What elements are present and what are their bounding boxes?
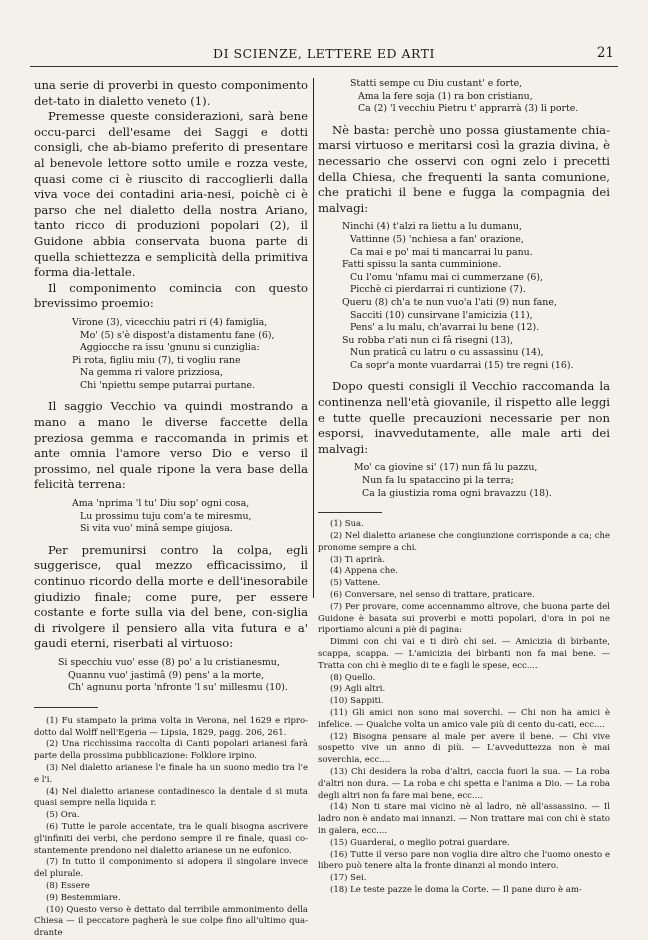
right-paragraph: Nè basta: perchè uno possa giustamente chia-marsi virtuoso e meritarsi così la grazia divina, è necessario che osservi con ogni zelo i precetti della Chiesa, che frequenti la santa comunione, che pratichi il bene e fugga la compagnia dei malvagi: (318, 122, 610, 215)
footnote: (7) In tutto il componimento si adopera il singolare invece del plurale. (34, 857, 308, 880)
footnote: (3) Ti aprirà. (330, 554, 385, 565)
verse-line: Ninchi (4) t'alzi ra liettu a lu dumanu, (342, 221, 522, 233)
footnote: (12) Bisogna pensare al male per avere il bene. — Chi vive sospetto vive un anno di più. — L'avveduttezza non è mai soverchia, ecc.... (318, 731, 610, 766)
left-paragraph: Il saggio Vecchio va quindi mostrando a mano a mano le diverse faccette della preziosa gemma e raccomanda in primis et ante omnia l'amore verso Dio e verso il prossimo, nel quale ripone la vera base della felicità terrena: (34, 399, 308, 492)
verse-line: Chi 'npiettu sempe putarrai purtane. (80, 379, 256, 391)
verse-line: Na gemma ri valore prizziosa, (80, 367, 224, 379)
footnote: (3) Nel dialetto arianese l'e finale ha un suono medio tra l'e e l'i. (34, 762, 308, 785)
right-paragraph: Dopo questi consigli il Vecchio raccomanda la continenza nell'età giovanile, il rispetto alle leggi e tutte quelle precauzioni necessarie per non esporsi, inavvedutamente, alle male arti dei malvagi: (318, 379, 610, 456)
left-paragraph: una serie di proverbi in questo componimento det-tato in dialetto veneto (1). (34, 78, 308, 108)
footnote: (4) Appena che. (330, 566, 399, 577)
footnote: (16) Tutte il verso pare non voglia dire altro che l'uomo onesto e libero può tenere alta la fronte dinanzi al mondo intero. (318, 849, 610, 872)
right-footnotes (318, 519, 610, 897)
footnote: (8) Essere (46, 880, 90, 891)
verse-line: Statti sempe cu Diu custant' e forte, (350, 78, 523, 89)
footnote: (17) Sei. (330, 873, 367, 884)
left-column (34, 78, 308, 939)
verse-line: Pens' a lu malu, ch'avarrai lu bene (12). (350, 322, 540, 334)
verse-pietru (318, 78, 610, 116)
footnote: (13) Chi desidera la roba d'altri, caccia fuori la sua. — La roba d'altri non dura. — La roba e chi spetta e l'anima a Dio. — La roba degli altri non fa fare mai bene, ecc.... (318, 766, 610, 801)
verse-line: Ca la giustizia roma ogni bravazzu (18). (362, 487, 552, 499)
verse-line: Fatti spissu la santa cumminione. (342, 259, 502, 271)
left-paragraph: Il componimento comincia con questo brevissimo proemio: (34, 280, 308, 311)
footnote: (4) Nel dialetto arianese contadinesco la dentale d si muta quasi sempre nella liquida r. (34, 786, 308, 809)
verse-morte (34, 657, 308, 695)
verse-proemio (34, 317, 308, 393)
running-header (30, 44, 618, 67)
verse-amore (34, 498, 308, 536)
verse-line: Cu l'omu 'nfamu mai ci cummerzane (6), (350, 271, 544, 283)
verse-line: Picchè ci pierdarrai ri cuntizione (7). (350, 284, 526, 296)
footnote: (2) Nel dialetto arianese che congiunzione corrisponde a ca; che pronome sempre a chi. (318, 531, 610, 553)
left-paragraph: Per premunirsi contro la colpa, egli suggerisce, qual mezzo efficacissimo, il continuo ricordo della morte e dell'inesorabile giudizio finale; come pure, per essere costante e forte sulla via del bene, con-siglia di rivolgere il pensiero alla vita futura e a' gaudi eterni, riserbati al virtuoso: (34, 542, 308, 651)
footnote: (10) Questo verso è dettato dal terribile ammonimento della Chiesa — il peccatore pagherà le sue colpe fino all'ultimo qua-drante (34, 904, 308, 939)
verse-line: Nun fa lu spataccino pi la terra; (362, 475, 514, 487)
column-divider (313, 78, 314, 598)
left-paragraph: Premesse queste considerazioni, sarà bene occu-parci dell'esame dei Saggi e dotti consigli, che ab-biamo preferito di presentare al benevole lettore sotto umile e rozza veste, quasi come ci è riuscito di raccoglierli dalla viva voce dei contadini aria-nesi, poichè ci è parso che nel dialetto della nostra Ariano, tanto ricco di produzioni popolari (2), il Guidone abbia conservata buona parte di quella schiettezza e semplicità della primitiva forma dia-lettale. (34, 109, 308, 280)
verse-line: Ama 'nprima 'l tu' Diu sop' ogni cosa, (72, 498, 250, 510)
footnote: (10) Sappiti. (330, 696, 384, 707)
verse-line: Su robba r'ati nun ci fâ risegni (13), (342, 334, 513, 346)
footnote: (14) Non ti stare mai vicino nè al ladro, nè all'assassino. — Il ladro non è andato mai innanzi. — Non trattare mai con chi è stato in galera, ecc.... (318, 802, 610, 836)
verse-line: Virone (3), vicecchiu patri ri (4) famiglia, (72, 316, 268, 328)
footnote: (8) Quello. (330, 672, 376, 683)
verse-line: Aggiocche ra issu 'gnunu si cunziglia: (80, 342, 260, 354)
verse-giustizia (318, 462, 610, 500)
verse-line: Mo' (5) s'è dispost'a distamentu fane (6), (80, 329, 275, 341)
verse-line: Queru (8) ch'a te nun vuo'a l'ati (9) nun fane, (342, 296, 557, 308)
verse-line: Si specchiu vuo' esse (8) po' a lu cristianesmu, (58, 656, 280, 668)
header-title: DI SCIENZE, LETTERE ED ARTI (213, 46, 435, 61)
footnote: (7) Per provare, come accennammo altrove, che buona parte del Guidone è basata sui proverbi e motti popolari, d'ora in poi ne riportiamo alcuni a piè di pagina: (318, 601, 610, 636)
footnote: (5) Vattene. (330, 578, 381, 589)
verse-precetti (318, 221, 610, 372)
verse-line: Lu prossimu tuju com'a te miresmu, (80, 510, 252, 522)
footnote-rule (34, 707, 98, 708)
verse-line: Ch' agnunu porta 'nfronte 'l su' millesmu (10). (68, 682, 288, 694)
verse-line: Ca mai e po' mai ti mancarrai lu panu. (350, 246, 533, 258)
footnote: (5) Ora. (46, 810, 80, 821)
verse-line: Ama la fere soja (1) ra bon cristianu, (358, 90, 533, 102)
footnote: (18) Le teste pazze le doma la Corte. — Il pane duro è am- (330, 884, 582, 895)
footnote: (9) Bestemmiare. (46, 892, 121, 903)
page-number: 21 (596, 45, 614, 61)
footnote: (9) Agli altri. (330, 684, 386, 695)
verse-line: Pi rota, figliu miu (7), ti vogliu rane (72, 354, 241, 366)
verse-line: Vattinne (5) 'nchiesa a fan' orazione, (350, 233, 524, 245)
verse-line: Ca (2) 'l vecchiu Pietru t' apprarrà (3) li porte. (358, 103, 579, 115)
footnote-rule (318, 512, 382, 513)
right-column (318, 78, 610, 895)
footnote: (6) Tutte le parole accentate, tra le quali bisogna ascrivere gl'infiniti dei verbi, che perdono sempre il re finale, quasi co-stantemente prendono nel dialetto arianese un ne eufonico. (34, 821, 308, 856)
footnote: (6) Conversare, nel senso di trattare, praticare. (330, 590, 535, 600)
left-footnotes (34, 716, 308, 940)
verse-line: Quannu vuo' jastimâ (9) pens' a la morte, (68, 669, 265, 681)
verse-line: Si vita vuo' minâ sempe giujosa. (80, 523, 233, 535)
verse-line: Sacciti (10) cunsirvane l'amicizia (11), (350, 309, 533, 321)
verse-line: Mo' ca giovine si' (17) nun fâ lu pazzu, (354, 462, 538, 474)
footnote-proverbs: Dimmi con chi vai e ti dirò chi sei. — Amicizia di birbante, scappa, scappa. — L'amicizia dei birbanti non fa mai bene. — Tratta con chi è meglio di te e fagli le spese, ecc.... (318, 637, 610, 671)
footnote: (1) Sua. (330, 519, 364, 530)
verse-line: Nun praticâ cu latru o cu assassinu (14), (350, 347, 544, 359)
footnote: (1) Fu stampato la prima volta in Verona, nel 1629 e ripro-dotto dal Wolff nell'Egeria — Lipsia, 1829, pagg. 206, 261. (34, 715, 308, 738)
verse-line: Ca sopr'a monte vuardarrai (15) tre regni (16). (350, 359, 574, 371)
footnote: (11) Gli amici non sono mai soverchi. — Chi non ha amici è infelice. — Qualche volta un amico vale più di cento du-cati, ecc.... (318, 707, 610, 730)
footnote: (15) Guarderai, o meglio potrai guardare. (330, 837, 510, 848)
footnote: (2) Una ricchissima raccolta di Canti popolari arianesi farà parte della prossima pubblicazione: Folklore irpino. (34, 739, 308, 762)
